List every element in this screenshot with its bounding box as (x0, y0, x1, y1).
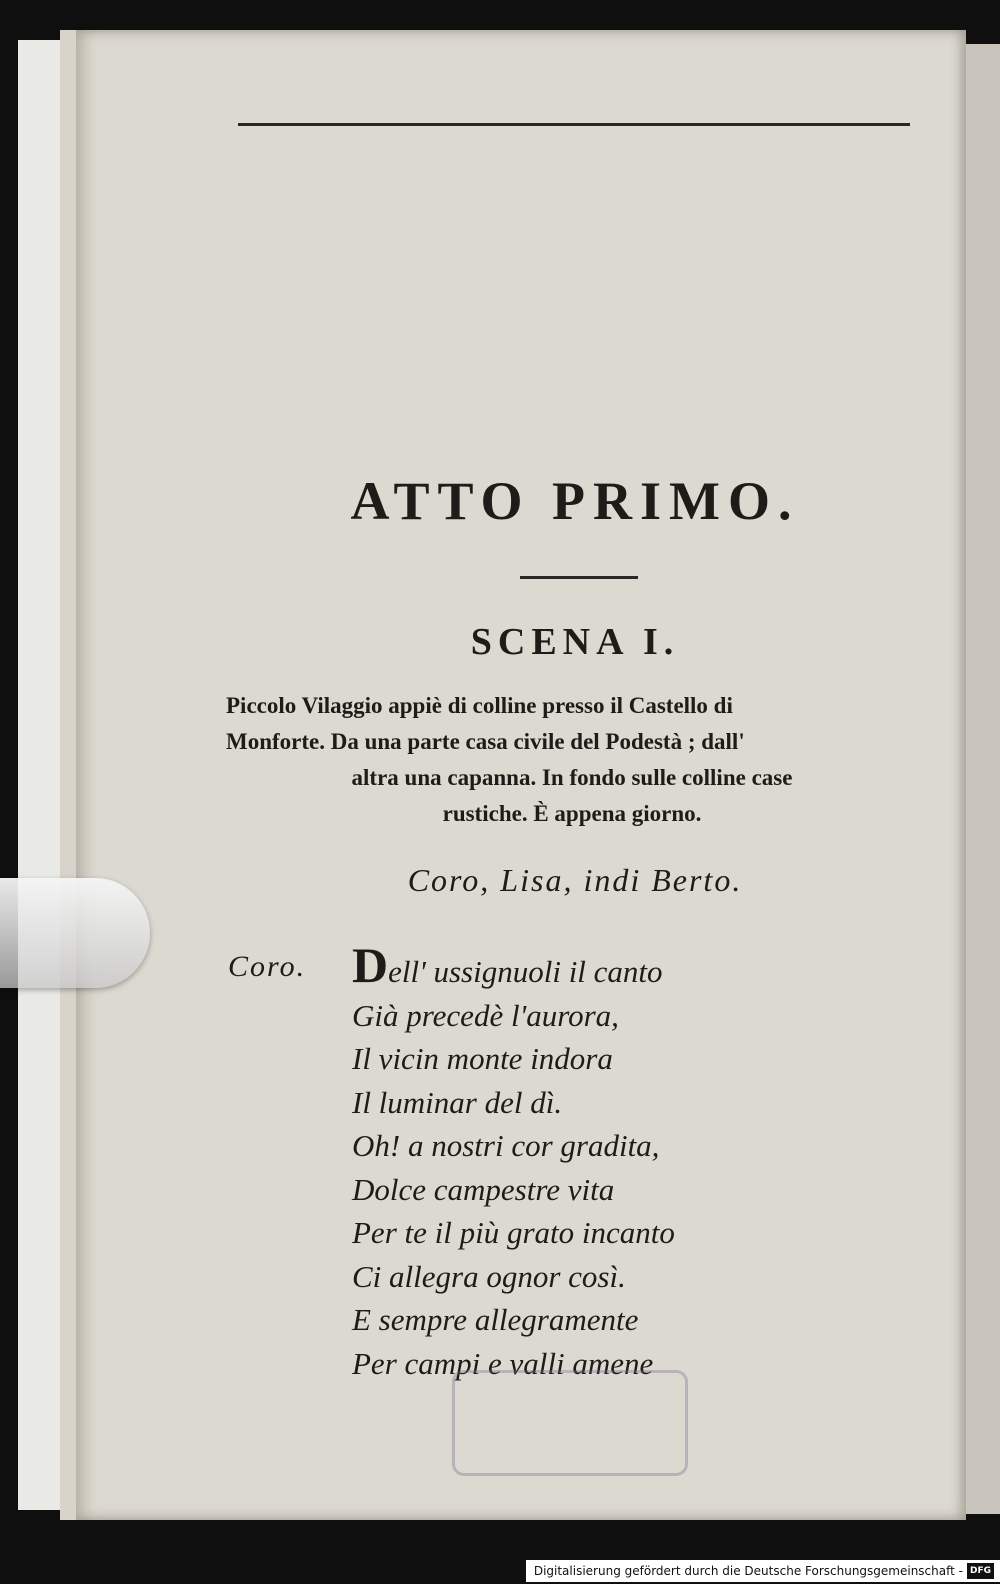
scene-title: SCENA I. (470, 621, 680, 663)
verse-line: Oh! a nostri cor gradita, (352, 1128, 660, 1163)
credit-text: Digitalisierung gefördert durch die Deutsche Forschungsgemeinschaft - (533, 1564, 963, 1578)
verse-line: Per campi e valli amene (352, 1345, 654, 1381)
description-line: Piccolo Vilaggio appiè di colline presso il Castello di (226, 693, 733, 718)
verse-line: Dell' ussignuoli il canto (352, 937, 663, 993)
facing-page-edge (962, 44, 1000, 1514)
description-line: Monforte. Da una parte casa civile del Podestà ; dall' (226, 729, 745, 754)
verse-line: Per te il più grato incanto (352, 1215, 675, 1250)
scene-description (226, 688, 918, 832)
characters-line: Coro, Lisa, indi Berto. (407, 862, 743, 898)
act-title: ATTO PRIMO. (350, 471, 800, 531)
verse-line: Già precedè l'aurora, (352, 997, 619, 1033)
verse-line: Il luminar del dì. (352, 1084, 563, 1120)
verse-line: Dolce campestre vita (352, 1171, 615, 1207)
top-rule (238, 123, 910, 126)
verse-line: E sempre allegramente (352, 1302, 639, 1337)
library-stamp (452, 1370, 688, 1476)
verse-line: Ci allegra ognor così. (352, 1258, 626, 1294)
verse-block (352, 937, 872, 1385)
dfg-logo-icon: DFG (967, 1563, 994, 1579)
page-clip (0, 878, 150, 988)
title-rule (520, 576, 638, 579)
digitization-credit (526, 1560, 1000, 1582)
drop-cap: D (352, 937, 389, 993)
description-line: altra una capanna. In fondo sulle colline case (351, 765, 793, 790)
verse-line: Il vicin monte indora (352, 1041, 613, 1076)
description-line: rustiche. È appena giorno. (442, 801, 702, 826)
speaker-label: Coro. (228, 950, 307, 983)
